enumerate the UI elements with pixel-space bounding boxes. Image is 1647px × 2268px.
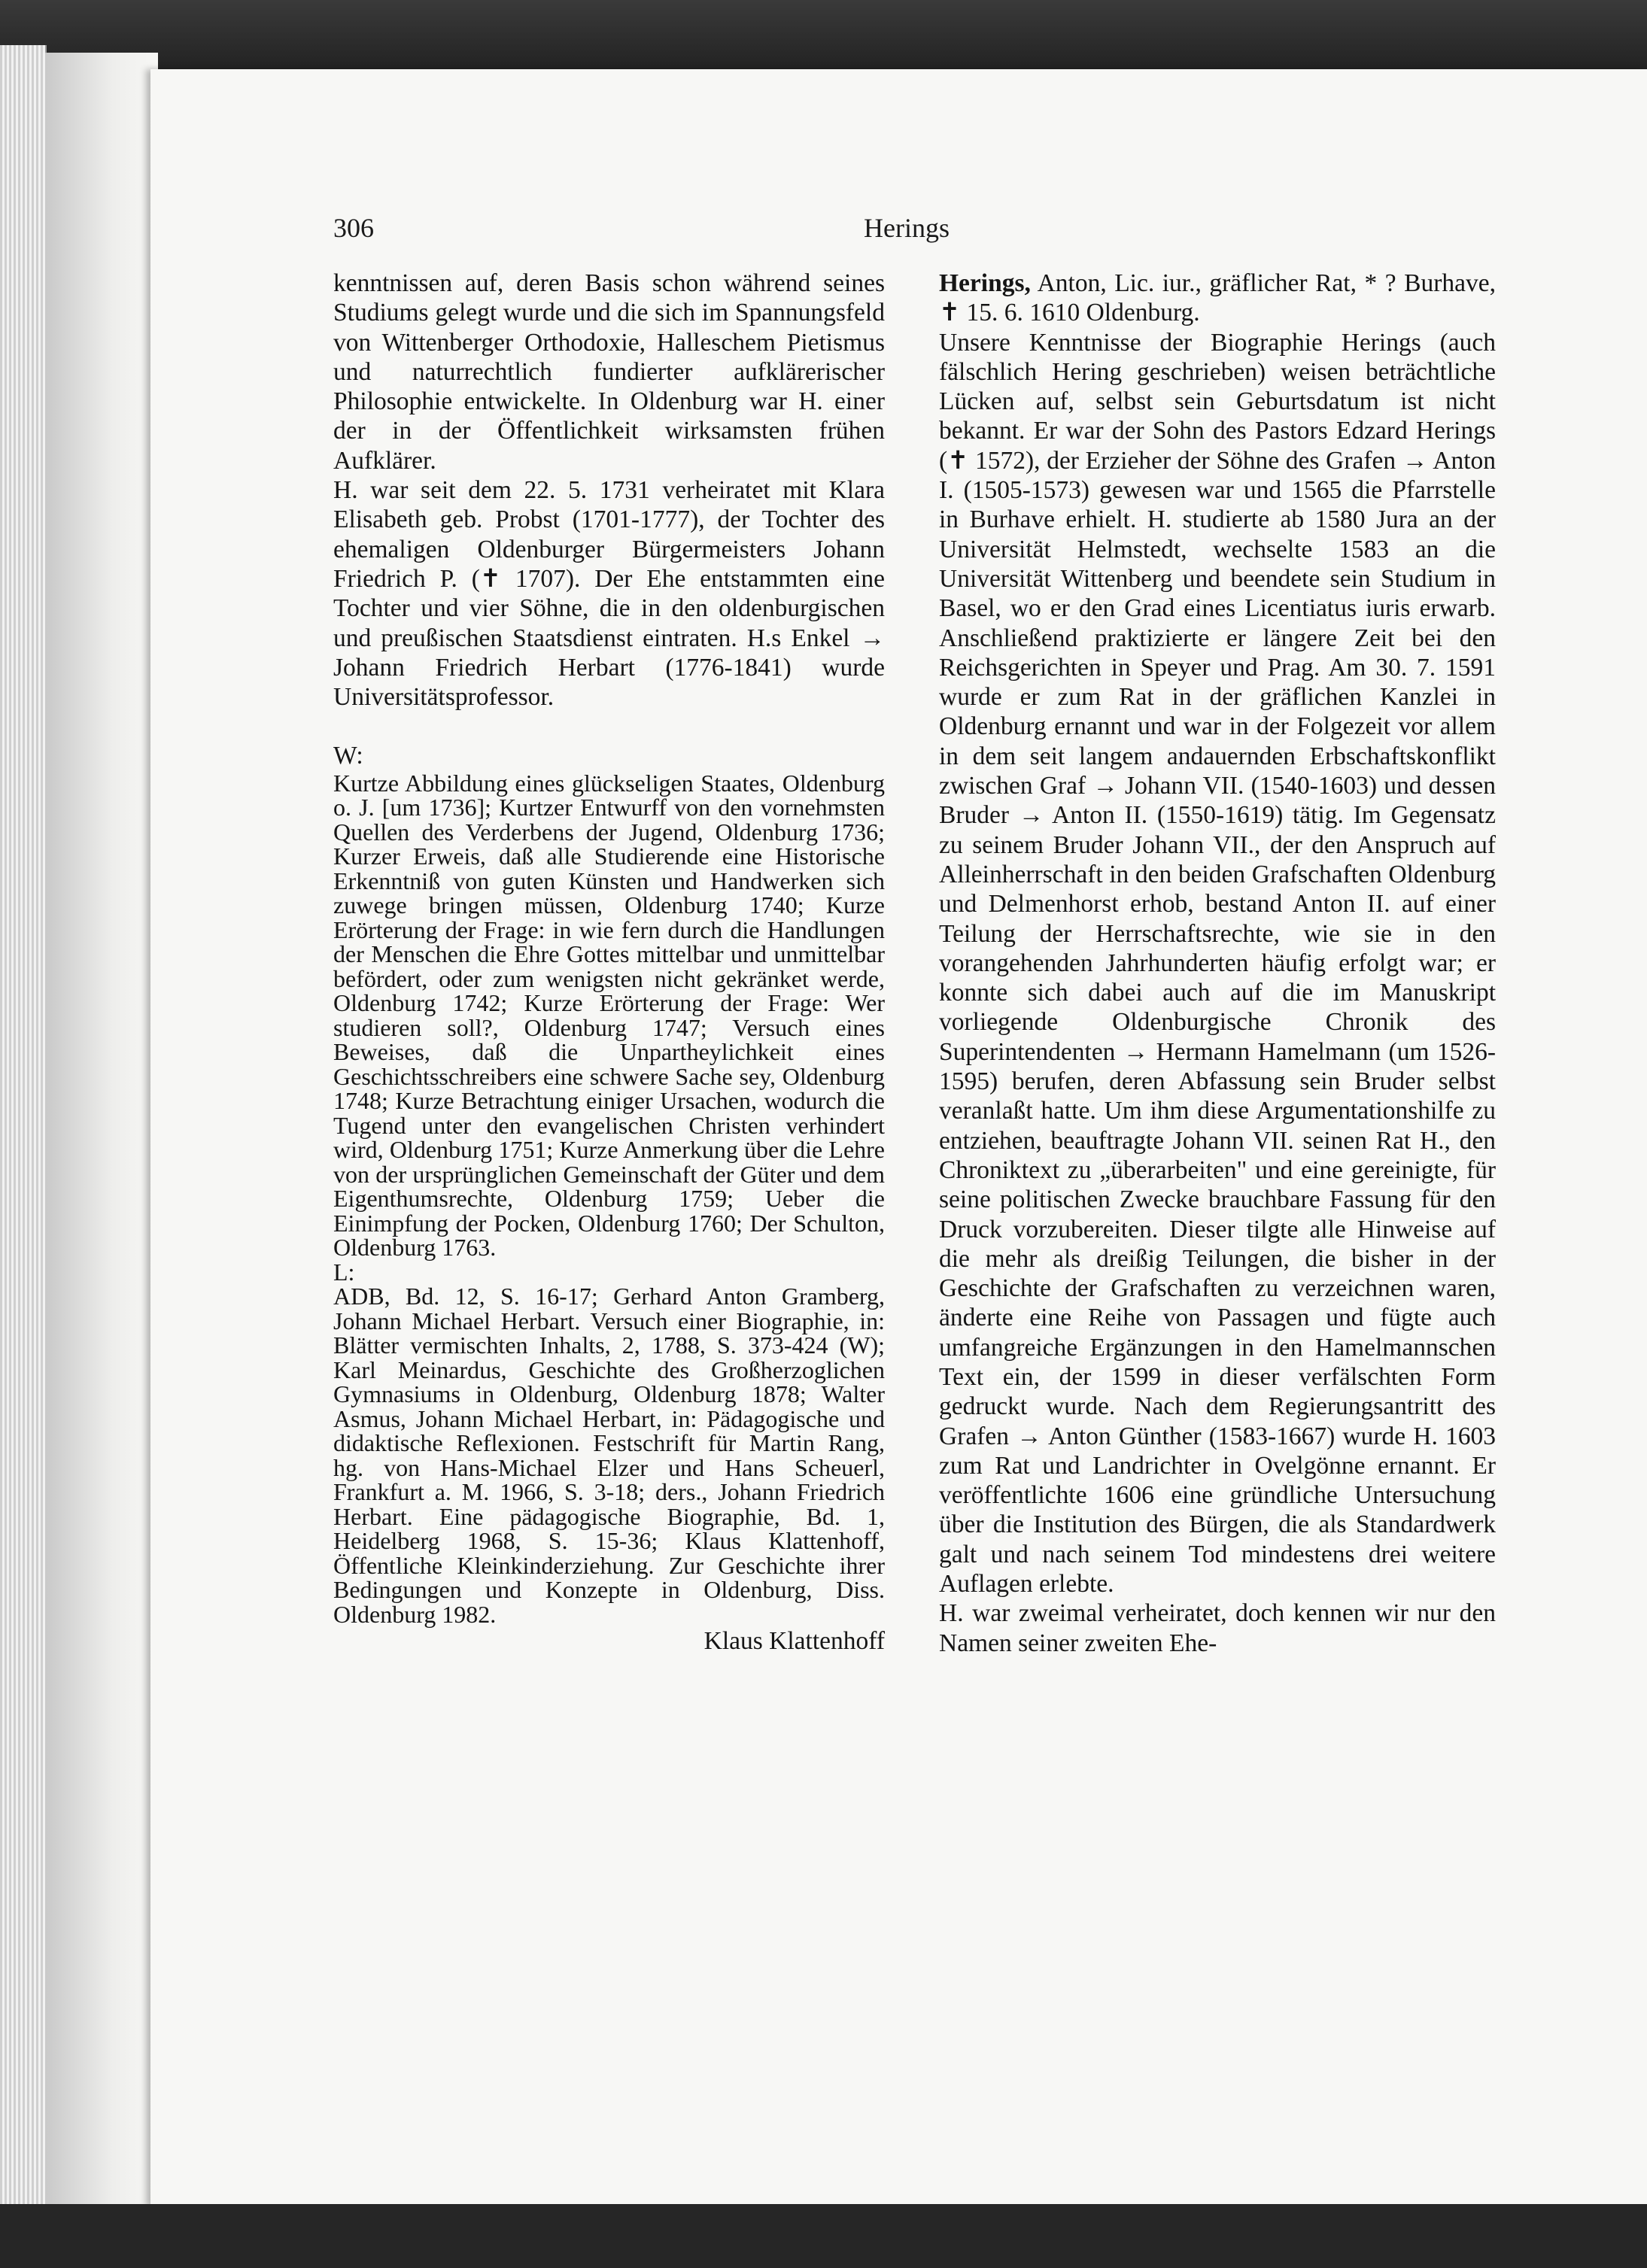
marriage-paragraph: H. war seit dem 22. 5. 1731 verheiratet mit Klara Elisabeth geb. Probst (1701-1777), der Tochter des ehemaligen Oldenburger Bürgermeisters Johann Friedrich P. (✝ 1707). Der Ehe entstammten eine Tochter und vier Söhne, die in den oldenburgischen und preußischen Staatsdienst eintraten. H.s Enkel → Johann Friedrich Herbart (1776-1841) wurde Universitätsprofessor. xyxy=(333,476,885,712)
page-number: 306 xyxy=(333,213,374,243)
article-author: Klaus Klattenhoff xyxy=(703,1627,885,1656)
entry-heading-details: Anton, Lic. iur., gräflicher Rat, * ? Burhave, ✝ 15. 6. 1610 Oldenburg. xyxy=(939,269,1496,327)
left-column xyxy=(333,269,885,1656)
book-page-edges xyxy=(0,45,47,2227)
section-spacer xyxy=(333,712,885,741)
literature-label: L: xyxy=(333,1258,355,1286)
running-head-title: Herings xyxy=(864,213,950,243)
literature-list: ADB, Bd. 12, S. 16-17; Gerhard Anton Gramberg, Johann Michael Herbart. Versuch einer Biographie, in: Blätter vermischten Inhalts, 2, 1788, S. 373-424 (W); Karl Meinardus, Geschichte des Großherzoglichen Gymnasiums in Oldenburg, Oldenburg 1878; Walter Asmus, Johann Michael Herbart, in: Pädagogische und didaktische Reflexionen. Festschrift für Martin Rang, hg. von Hans-Michael Elzer und Hans Scheuerl, Frankfurt a. M. 1966, S. 3-18; ders., Johann Friedrich Herbart. Eine pädagogische Biographie, Bd. 1, Heidelberg 1968, S. 15-36; Klaus Klattenhoff, Öffentliche Kleinkinderziehung. Zur Geschichte ihrer Bedingungen und Konzepte in Oldenburg, Diss. Oldenburg 1982. xyxy=(333,1283,885,1628)
scan-background-top xyxy=(0,0,1647,71)
entry-closing-paragraph: H. war zweimal verheiratet, doch kennen wir nur den Namen seiner zweiten Ehe- xyxy=(939,1599,1496,1657)
entry-body-paragraph: Unsere Kenntnisse der Biographie Herings (auch fälschlich Hering geschrieben) weisen beträchtliche Lücken auf, selbst sein Geburtsdatum ist nicht bekannt. Er war der Sohn des Pastors Edzard Herings (✝ 1572), der Erzieher der Söhne des Grafen → Anton I. (1505-1573) gewesen war und 1565 die Pfarrstelle in Burhave erhielt. H. studierte ab 1580 Jura an der Universität Helmstedt, wechselte 1583 an die Universität Wittenberg und beendete sein Studium in Basel, wo er den Grad eines Licentiatus iuris erwarb. Anschließend praktizierte er längere Zeit bei den Reichsgerichten in Speyer und Prag. Am 30. 7. 1591 wurde er zum Rat in der gräflichen Kanzlei in Oldenburg ernannt und war in der Folgezeit vor allem in dem seit langem andauernden Erbschaftskonflikt zwischen Graf → Johann VII. (1540-1603) und dessen Bruder → Anton II. (1550-1619) tätig. Im Gegensatz zu seinem Bruder Johann VII., der den Anspruch auf Alleinherrschaft in den beiden Grafschaften Oldenburg und Delmenhorst erhob, bestand Anton II. auf einer Teilung der Herrschaftsrechte, wie sie in den vorangehenden Jahrhunderten häufig erfolgt war; er konnte sich dabei auch auf die im Manuskript vorliegende Oldenburgische Chronik des Superintendenten → Hermann Hamelmann (um 1526-1595) berufen, deren Abfassung sein Bruder selbst veranlaßt hatte. Um ihm diese Argumentationshilfe zu entziehen, beauftragte Johann VII. seinen Rat H., den Chroniktext zu „überarbeiten" und eine gereinigte, für seine politischen Zwecke brauchbare Fassung für den Druck vorzubereiten. Dieser tilgte alle Hinweise auf die mehr als dreißig Teilungen, die bisher in der Geschichte der Grafschaften zu verzeichnen waren, änderte eine Reihe von Passagen und fügte auch umfangreiche Ergänzungen in den Hamelmannschen Text ein, der 1599 in dieser verfälschten Form gedruckt wurde. Nach dem Regierungsantritt des Grafen → Anton Günther (1583-1667) wurde H. 1603 zum Rat und Landrichter in Ovelgönne ernannt. Er veröffentlichte 1606 eine gründliche Untersuchung über die Institution des Bürgen, die als Standardwerk galt und nach seinem Tod mindestens drei weitere Auflagen erlebte. xyxy=(939,328,1496,1599)
works-label: W: xyxy=(333,742,363,770)
entry-lemma: Herings, xyxy=(939,269,1031,297)
works-list: Kurtze Abbildung eines glückseligen Staates, Oldenburg o. J. [um 1736]; Kurtzer Entwurff von den vornehmsten Quellen des Verderbens der Jugend, Oldenburg 1736; Kurzer Erweis, daß alle Studierende eine Historische Erkenntniß von guten Künsten und Handwerken sich zuwege bringen müssen, Oldenburg 1740; Kurze Erörterung der Frage: in wie fern durch die Handlungen der Menschen die Ehre Gottes mittelbar und unmittelbar befördert, oder zum wenigsten nicht gekränket werde, Oldenburg 1742; Kurze Erörterung der Frage: Wer studieren soll?, Oldenburg 1747; Versuch eines Beweises, daß die Unpartheylichkeit eines Geschichtsschreibers eine schwere Sache sey, Oldenburg 1748; Kurze Betrachtung einiger Ursachen, wodurch die Tugend unter den evangelischen Christen verhindert wird, Oldenburg 1751; Kurze Anmerkung über die Lehre von der ursprünglichen Gemeinschaft der Güter und dem Eigenthumsrechte, Oldenburg 1759; Ueber die Einimpfung der Pocken, Oldenburg 1760; Der Schulton, Oldenburg 1763. xyxy=(333,769,885,1262)
entry-heading xyxy=(939,269,1496,328)
scan-background-bottom xyxy=(0,2204,1647,2268)
right-column xyxy=(939,269,1496,1658)
intro-paragraph: kenntnissen auf, deren Basis schon während seines Studiums gelegt wurde und die sich im Spannungsfeld von Wittenberger Orthodoxie, Halleschem Pietismus und naturrechtlich fundierter aufklärerischer Philosophie entwickelte. In Oldenburg war H. einer der in der Öffentlichkeit wirksamsten frühen Aufklärer. xyxy=(333,269,885,475)
page-gutter-shadow xyxy=(45,53,158,2219)
